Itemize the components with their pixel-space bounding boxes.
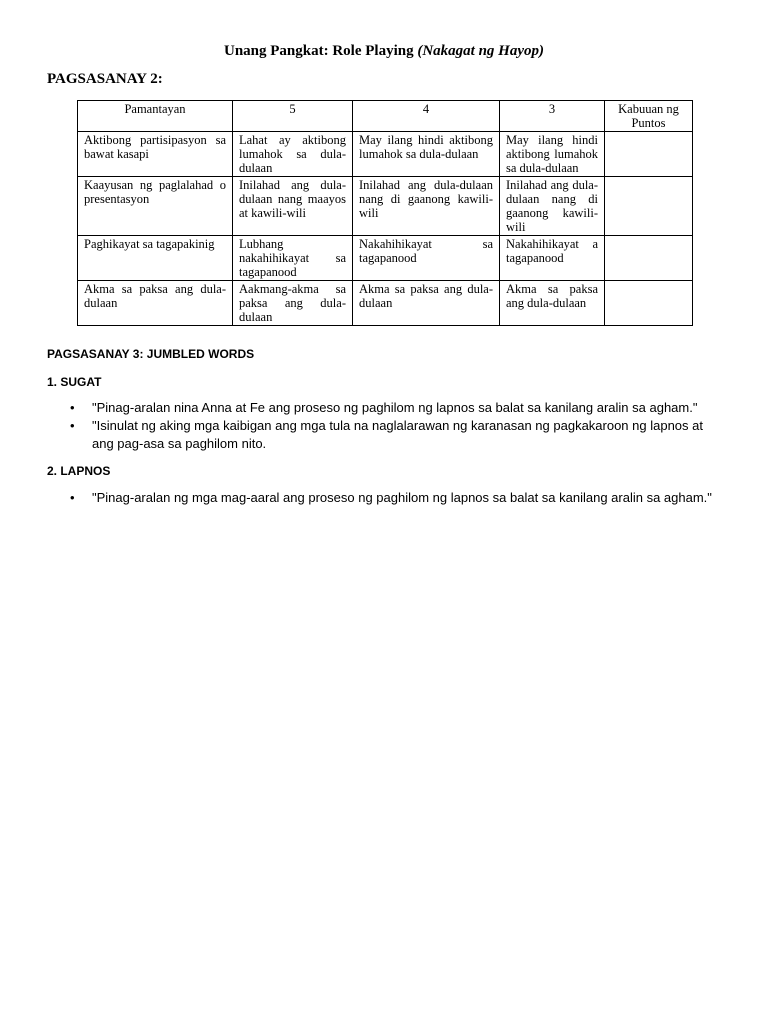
rubric-cell: Akma sa paksa ang dula-dulaan — [78, 281, 233, 326]
rubric-cell: Kaayusan ng paglalahad o presentasyon — [78, 177, 233, 236]
rubric-cell: Aakmang-akma sa paksa ang dula-dulaan — [233, 281, 353, 326]
rubric-table — [77, 100, 693, 326]
list-item — [65, 489, 725, 507]
rubric-cell: Nakahihikayat a tagapanood — [500, 236, 605, 281]
rubric-cell: Inilahad ang dula-dulaan nang di gaanong kawili-wili — [353, 177, 500, 236]
pagsasanay-2-heading: PAGSASANAY 2: — [47, 71, 163, 87]
word-2-sentence-list — [65, 489, 725, 507]
bullet-icon: • — [70, 490, 75, 505]
list-item-text: "Pinag-aralan nina Anna at Fe ang proseso ng paghilom ng lapnos sa balat sa kanilang aralin sa agham." — [92, 400, 698, 415]
word-2-heading: 2. LAPNOS — [47, 464, 111, 478]
rubric-header-score-5: 5 — [233, 101, 353, 132]
rubric-row — [78, 281, 693, 326]
bullet-icon: • — [70, 400, 75, 415]
rubric-cell: Lahat ay aktibong lumahok sa dula-dulaan — [233, 132, 353, 177]
rubric-cell: Inilahad ang dula-dulaan nang maayos at kawili-wili — [233, 177, 353, 236]
list-item-text: "Pinag-aralan ng mga mag-aaral ang proseso ng paghilom ng lapnos sa balat sa kanilang aralin sa agham." — [92, 490, 712, 505]
pagsasanay-3-heading: PAGSASANAY 3: JUMBLED WORDS — [47, 347, 255, 361]
word-1-sentence-list — [65, 399, 725, 453]
rubric-cell: May ilang hindi aktibong lumahok sa dula-dulaan — [500, 132, 605, 177]
rubric-cell: Lubhang nakahihikayat sa tagapanood — [233, 236, 353, 281]
rubric-cell — [605, 281, 693, 326]
rubric-cell: Nakahihikayat sa tagapanood — [353, 236, 500, 281]
rubric-header-row — [78, 101, 693, 132]
rubric-cell: Aktibong partisipasyon sa bawat kasapi — [78, 132, 233, 177]
list-item — [65, 399, 725, 417]
list-item — [65, 417, 725, 453]
rubric-cell: Inilahad ang dula-dulaan nang di gaanong kawili-wili — [500, 177, 605, 236]
title-italic-text: (Nakagat ng Hayop) — [417, 43, 545, 59]
rubric-cell: May ilang hindi aktibong lumahok sa dula-dulaan — [353, 132, 500, 177]
rubric-header-score-3: 3 — [500, 101, 605, 132]
rubric-header-score-4: 4 — [353, 101, 500, 132]
rubric-cell: Akma sa paksa ang dula-dulaan — [353, 281, 500, 326]
word-1-heading: 1. SUGAT — [47, 375, 102, 389]
rubric-row — [78, 177, 693, 236]
title-main-text: Unang Pangkat: Role Playing — [223, 43, 418, 59]
rubric-cell: Akma sa paksa ang dula-dulaan — [500, 281, 605, 326]
document-title — [0, 43, 768, 60]
rubric-row — [78, 132, 693, 177]
rubric-cell — [605, 177, 693, 236]
rubric-cell: Paghikayat sa tagapakinig — [78, 236, 233, 281]
rubric-header-total: Kabuuan ng Puntos — [605, 101, 693, 132]
rubric-row — [78, 236, 693, 281]
bullet-icon: • — [70, 418, 75, 433]
rubric-cell — [605, 132, 693, 177]
rubric-header-criteria: Pamantayan — [78, 101, 233, 132]
rubric-cell — [605, 236, 693, 281]
list-item-text: "Isinulat ng aking mga kaibigan ang mga tula na naglalarawan ng karanasan ng pagkakaroon ng lapnos at ang pag-asa sa paghilom nito. — [92, 418, 703, 451]
